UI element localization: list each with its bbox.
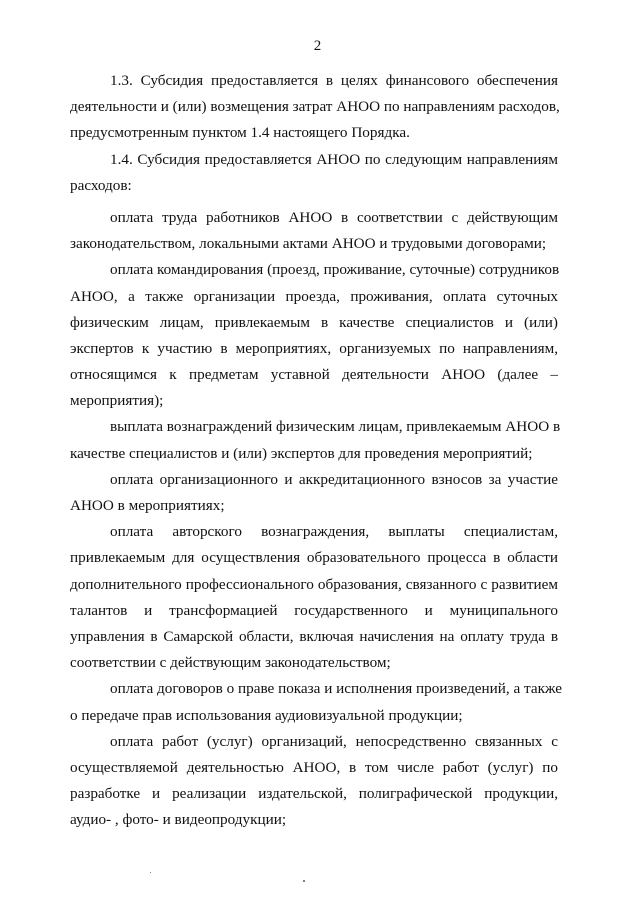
text-line: расходов:: [70, 176, 132, 194]
document-body: [70, 68, 563, 833]
scan-speck: [150, 872, 151, 873]
text-line: АНОО, а также организации проезда, проживания, оплата суточных: [70, 287, 558, 305]
text-line: законодательством, локальными актами АНОО и трудовыми договорами;: [70, 235, 547, 253]
text-line: выплата вознаграждений физическим лицам, привлекаемым АНОО в: [110, 418, 561, 436]
text-line: оплата работ (услуг) организаций, непосредственно связанных с: [110, 732, 558, 750]
text-line: управления в Самарской области, включая начисления на оплату труда в: [70, 627, 558, 645]
text-line: физическим лицам, привлекаемым в качестве специалистов и (или): [70, 313, 558, 331]
text-line: экспертов к участию в мероприятиях, организуемых по направлениям,: [70, 339, 558, 357]
text-line: оплата авторского вознаграждения, выплаты специалистам,: [110, 523, 558, 541]
text-line: разработке и реализации издательской, полиграфической продукции,: [70, 785, 558, 803]
text-line: осуществляемой деятельностью АНОО, в том числе работ (услуг) по: [70, 758, 558, 776]
text-line: талантов и трансформацией государственного и муниципального: [70, 601, 558, 619]
list-item-services: [70, 729, 558, 834]
page-number: 2: [313, 38, 322, 54]
list-item-contracts: [70, 676, 563, 728]
text-line: предусмотренным пунктом 1.4 настоящего Порядка.: [70, 124, 410, 142]
list-item-travel: [70, 257, 558, 414]
text-line: оплата труда работников АНОО в соответствии с действующим: [110, 208, 558, 226]
text-line: 1.3. Субсидия предоставляется в целях финансового обеспечения: [110, 72, 558, 89]
text-line: мероприятия);: [70, 392, 164, 410]
list-item-fees: [70, 467, 558, 519]
text-line: деятельности и (или) возмещения затрат АНОО по направлениям расходов,: [70, 98, 560, 116]
text-line: качестве специалистов и (или) экспертов для проведения мероприятий;: [70, 444, 533, 462]
paragraph-1-4: [70, 147, 558, 199]
list-item-rewards: [70, 414, 561, 466]
text-line: дополнительного профессионального образования, связанного с развитием: [70, 575, 558, 593]
text-line: соответствии с действующим законодательством;: [70, 654, 391, 672]
text-line: АНОО в мероприятиях;: [70, 497, 225, 514]
text-line: относящимся к предметам уставной деятельности АНОО (далее –: [70, 366, 558, 384]
paragraph-1-3: [70, 68, 558, 147]
text-line: оплата организационного и аккредитационного взносов за участие: [110, 470, 558, 488]
text-line: 1.4. Субсидия предоставляется АНОО по следующим направлениям: [110, 150, 558, 168]
list-item-labor: [70, 205, 558, 257]
text-line: о передаче прав использования аудиовизуальной продукции;: [70, 706, 463, 724]
scan-speck: [303, 880, 305, 882]
text-line: аудио- , фото- и видеопродукции;: [70, 811, 287, 829]
list-item-royalties: [70, 519, 558, 676]
text-line: оплата договоров о праве показа и исполнения произведений, а также: [110, 680, 563, 698]
text-line: оплата командирования (проезд, проживание, суточные) сотрудников: [110, 261, 560, 279]
text-line: привлекаемым для осуществления образовательного процесса в области: [70, 549, 558, 567]
